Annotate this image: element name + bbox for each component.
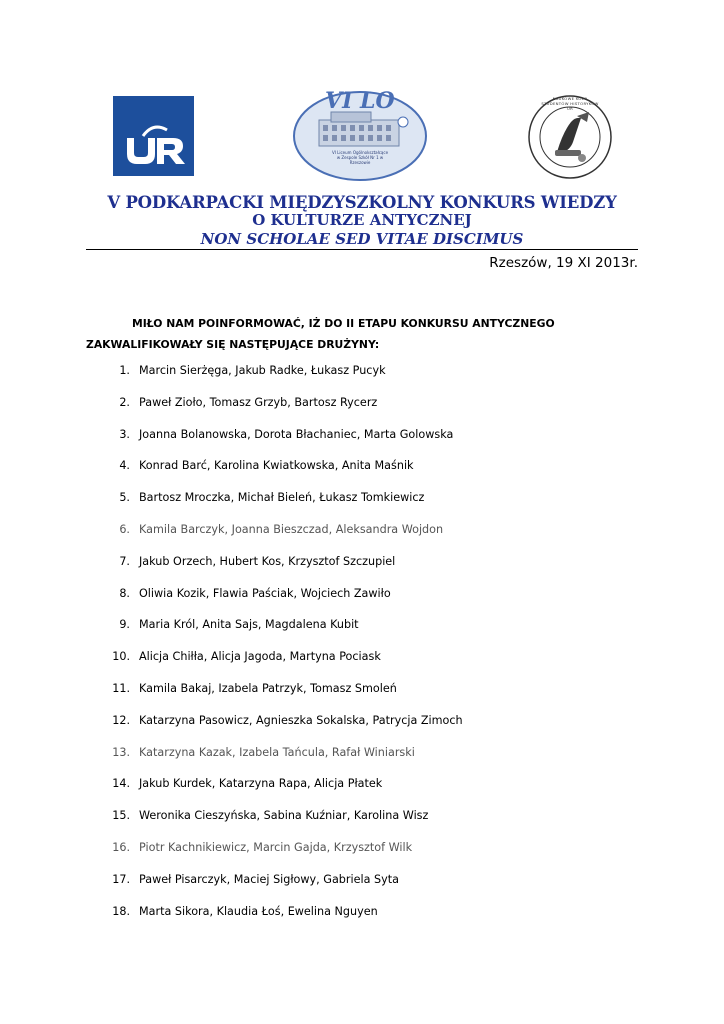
team-number: 5.	[119, 491, 130, 505]
header-divider	[86, 249, 638, 250]
team-item	[86, 587, 463, 619]
team-members: Jakub Orzech, Hubert Kos, Krzysztof Szczupiel	[139, 554, 396, 568]
student-circle-logo-text: NAUKOWE KOŁO STUDENTÓW HISTORYKÓW UR	[541, 96, 599, 111]
team-members: Kamila Barczyk, Joanna Bieszczad, Aleksandra Wojdon	[139, 522, 444, 536]
team-number: 4.	[119, 459, 130, 473]
qualified-teams-list	[86, 364, 463, 936]
team-number: 12.	[112, 713, 130, 727]
team-members: Kamila Bakaj, Izabela Patrzyk, Tomasz Smoleń	[139, 681, 397, 695]
team-item	[86, 396, 463, 428]
ur-logo	[113, 96, 194, 176]
team-item	[86, 714, 463, 746]
logo-row	[0, 86, 724, 186]
document-date: Rzeszów, 19 XI 2013r.	[489, 255, 638, 271]
team-number: 1.	[119, 364, 130, 377]
team-number: 8.	[119, 586, 130, 600]
contest-motto: NON SCHOLAE SED VITAE DISCIMUS	[200, 230, 524, 248]
team-item	[86, 841, 463, 873]
team-item	[86, 746, 463, 778]
contest-title-line-2: O KULTURZE ANTYCZNEJ	[252, 211, 472, 229]
announcement-intro-line-2: ZAKWALIFIKOWAŁY SIĘ NASTĘPUJĄCE DRUŻYNY:	[86, 338, 380, 351]
team-item	[86, 682, 463, 714]
vilo-logo-caption: VI Liceum Ogólnokształcące w Zespole Szkół Nr 1 w Rzeszowie	[331, 150, 389, 165]
team-members: Joanna Bolanowska, Dorota Błachaniec, Marta Golowska	[139, 427, 454, 441]
team-item	[86, 491, 463, 523]
team-item	[86, 428, 463, 460]
team-number: 6.	[119, 522, 130, 536]
team-number: 11.	[112, 681, 130, 695]
team-item	[86, 523, 463, 555]
team-members: Marcin Sierżęga, Jakub Radke, Łukasz Pucyk	[139, 364, 386, 377]
team-item	[86, 650, 463, 682]
team-number: 3.	[119, 427, 130, 441]
team-number: 9.	[119, 618, 130, 632]
team-members: Paweł Zioło, Tomasz Grzyb, Bartosz Rycerz	[139, 395, 378, 409]
team-members: Bartosz Mroczka, Michał Bieleń, Łukasz Tomkiewicz	[139, 491, 425, 505]
team-members: Piotr Kachnikiewicz, Marcin Gajda, Krzysztof Wilk	[139, 840, 413, 854]
team-item	[86, 777, 463, 809]
team-item	[86, 364, 463, 396]
ur-logo-mark-icon	[113, 96, 194, 176]
team-members: Katarzyna Kazak, Izabela Tańcula, Rafał Winiarski	[139, 745, 415, 759]
team-members: Alicja Chiłła, Alicja Jagoda, Martyna Pociask	[139, 650, 381, 664]
team-item	[86, 905, 463, 937]
team-number: 10.	[112, 650, 130, 664]
team-members: Katarzyna Pasowicz, Agnieszka Sokalska, Patrycja Zimoch	[139, 713, 463, 727]
announcement-intro-line-1: MIŁO NAM POINFORMOWAĆ, IŻ DO II ETAPU KONKURSU ANTYCZNEGO	[132, 317, 555, 330]
team-members: Maria Król, Anita Sajs, Magdalena Kubit	[139, 618, 359, 632]
team-members: Weronika Cieszyńska, Sabina Kuźniar, Karolina Wisz	[139, 809, 429, 823]
vilo-logo-title: VI LO	[325, 88, 395, 114]
team-members: Paweł Pisarczyk, Maciej Sigłowy, Gabriela Syta	[139, 872, 399, 886]
team-item	[86, 809, 463, 841]
team-number: 2.	[119, 395, 130, 409]
team-members: Jakub Kurdek, Katarzyna Rapa, Alicja Płatek	[139, 777, 383, 791]
team-number: 13.	[112, 745, 130, 759]
team-number: 14.	[112, 777, 130, 791]
team-item	[86, 555, 463, 587]
announcement-intro	[86, 313, 646, 355]
contest-title-line-1: V PODKARPACKI MIĘDZYSZKOLNY KONKURS WIEDZY	[107, 193, 617, 212]
team-number: 17.	[112, 872, 130, 886]
team-members: Oliwia Kozik, Flawia Paściak, Wojciech Zawiło	[139, 586, 391, 600]
team-number: 16.	[112, 840, 130, 854]
vilo-logo	[291, 86, 429, 182]
team-item	[86, 459, 463, 491]
team-item	[86, 873, 463, 905]
team-members: Konrad Barć, Karolina Kwiatkowska, Anita Maśnik	[139, 459, 414, 473]
team-item	[86, 618, 463, 650]
team-number: 7.	[119, 554, 130, 568]
team-number: 15.	[112, 809, 130, 823]
team-number: 18.	[112, 904, 130, 918]
student-circle-logo	[527, 94, 613, 180]
team-members: Marta Sikora, Klaudia Łoś, Ewelina Nguyen	[139, 904, 378, 918]
